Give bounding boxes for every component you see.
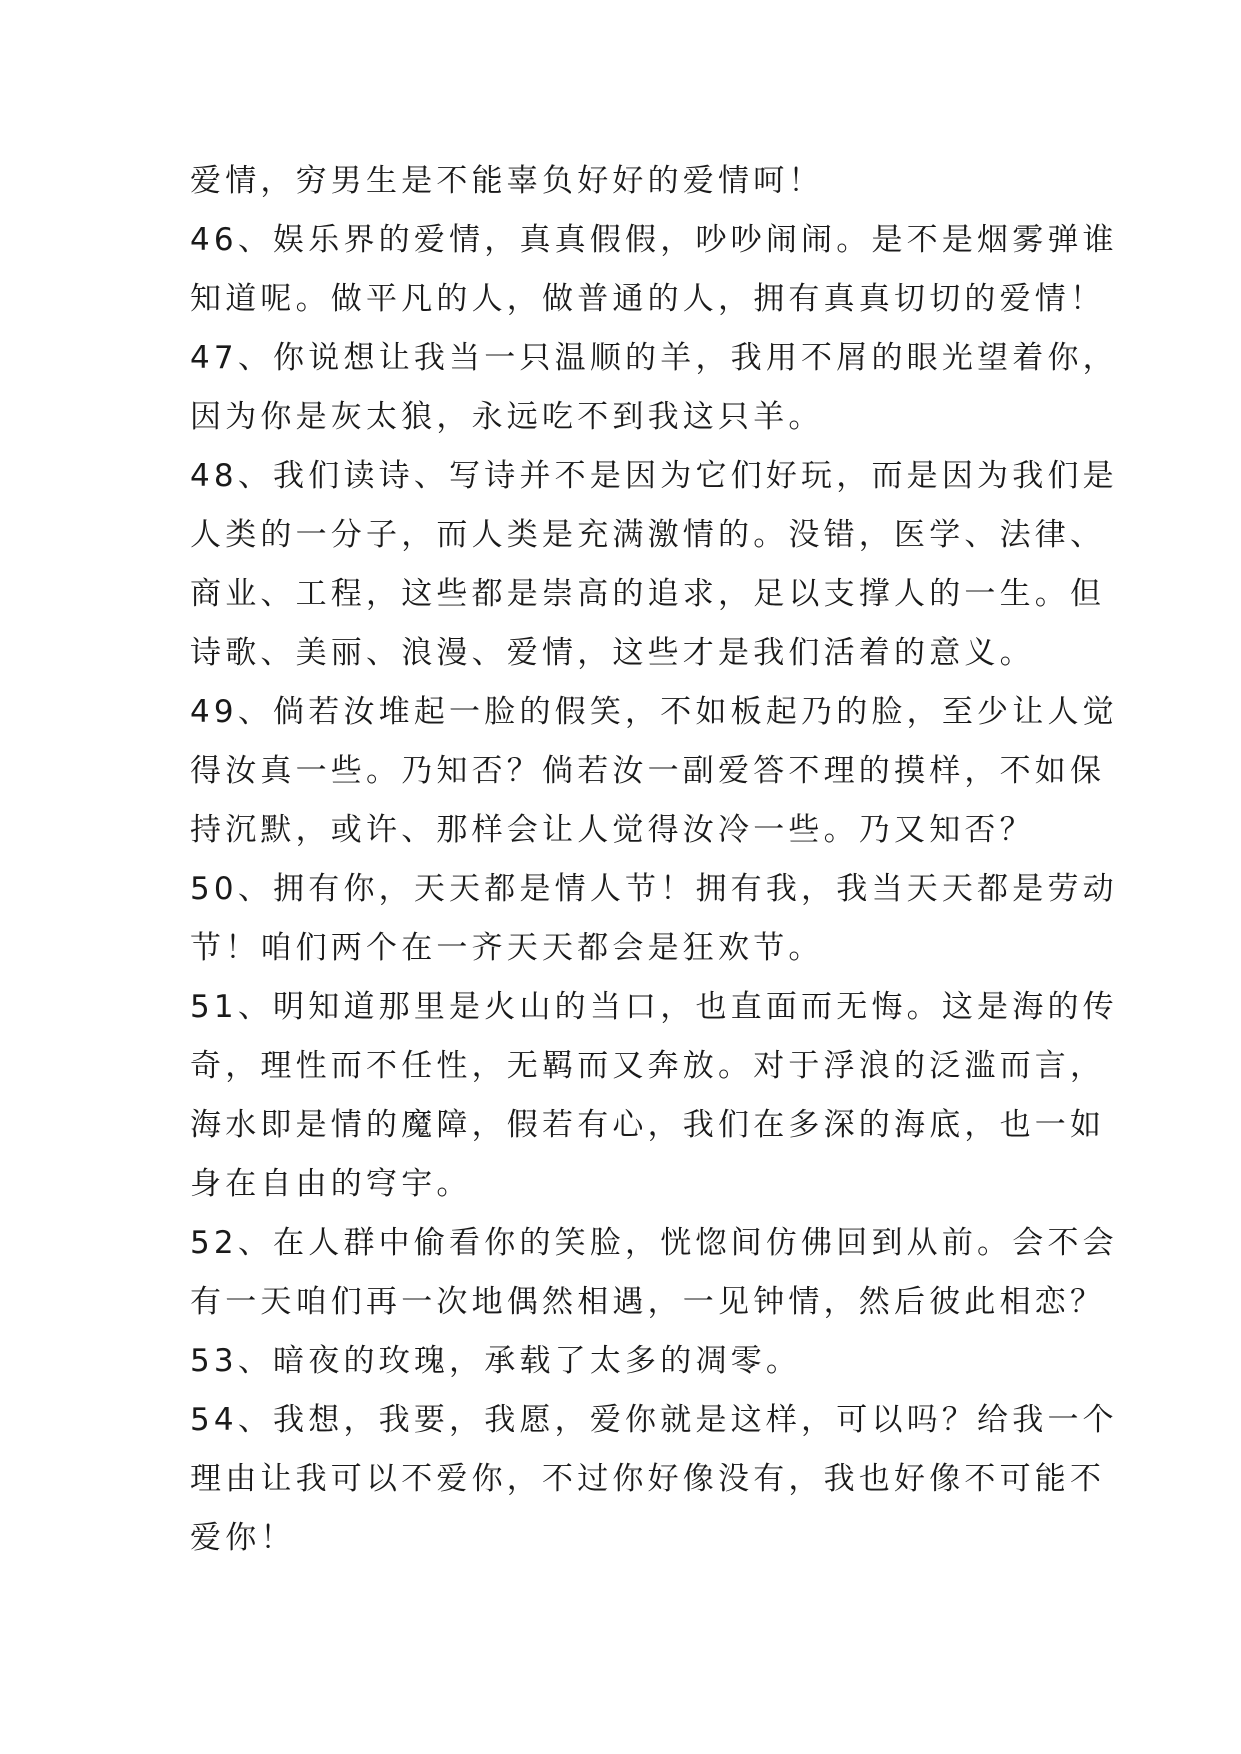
text-line: 54、我想，我要，我愿，爱你就是这样，可以吗？给我一个	[190, 1402, 1118, 1438]
text-line: 持沉默，或许、那样会让人觉得汝冷一些。乃又知否？	[190, 812, 1035, 848]
document-body	[190, 152, 1118, 1568]
text-line: 52、在人群中偷看你的笑脸，恍惚间仿佛回到从前。会不会	[190, 1225, 1118, 1261]
text-line: 48、我们读诗、写诗并不是因为它们好玩，而是因为我们是	[190, 458, 1118, 494]
text-line: 知道呢。做平凡的人，做普通的人，拥有真真切切的爱情！	[190, 281, 1106, 317]
text-line: 得汝真一些。乃知否？倘若汝一副爱答不理的摸样，不如保	[190, 753, 1106, 789]
text-line: 理由让我可以不爱你，不过你好像没有，我也好像不可能不	[190, 1461, 1106, 1497]
text-line: 人类的一分子，而人类是充满激情的。没错，医学、法律、	[190, 517, 1106, 553]
text-line: 海水即是情的魔障，假若有心，我们在多深的海底，也一如	[190, 1107, 1106, 1143]
text-line: 有一天咱们再一次地偶然相遇，一见钟情，然后彼此相恋？	[190, 1284, 1106, 1320]
text-line: 51、明知道那里是火山的当口，也直面而无悔。这是海的传	[190, 989, 1118, 1025]
text-line: 47、你说想让我当一只温顺的羊，我用不屑的眼光望着你，	[190, 340, 1118, 376]
text-line: 诗歌、美丽、浪漫、爱情，这些才是我们活着的意义。	[190, 635, 1035, 671]
text-line: 49、倘若汝堆起一脸的假笑，不如板起乃的脸，至少让人觉	[190, 694, 1118, 730]
text-line: 身在自由的穹宇。	[190, 1166, 472, 1202]
text-line: 因为你是灰太狼，永远吃不到我这只羊。	[190, 399, 824, 435]
text-line: 商业、工程，这些都是崇高的追求，足以支撑人的一生。但	[190, 576, 1106, 612]
text-line: 奇，理性而不任性，无羁而又奔放。对于浮浪的泛滥而言，	[190, 1048, 1106, 1084]
text-line: 50、拥有你，天天都是情人节！拥有我，我当天天都是劳动	[190, 871, 1118, 907]
text-line: 53、暗夜的玫瑰，承载了太多的凋零。	[190, 1343, 802, 1379]
text-line: 46、娱乐界的爱情，真真假假，吵吵闹闹。是不是烟雾弹谁	[190, 222, 1118, 258]
text-line: 节！咱们两个在一齐天天都会是狂欢节。	[190, 930, 824, 966]
text-line: 爱你！	[190, 1520, 296, 1556]
text-line: 爱情，穷男生是不能辜负好好的爱情呵！	[190, 163, 824, 199]
